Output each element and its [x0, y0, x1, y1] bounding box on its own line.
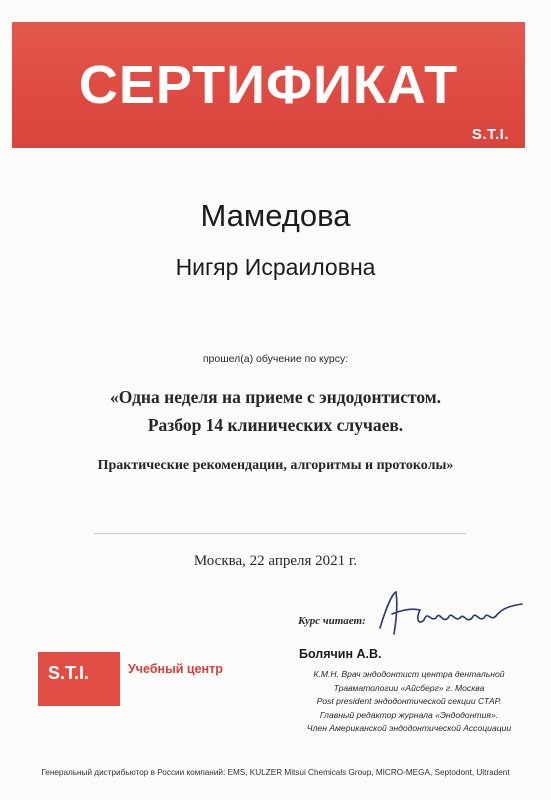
signature-icon: [372, 588, 532, 640]
certificate-title: СЕРТИФИКАТ: [78, 55, 459, 115]
sti-logo: S.T.I.: [471, 126, 509, 143]
header-banner: [12, 22, 525, 148]
course-title-line-2: Разбор 14 клинических случаев.: [147, 415, 404, 435]
recipient-last-name: Мамедова: [200, 198, 351, 233]
lecturer-name: Болячин А.В.: [299, 647, 382, 661]
divider: [94, 533, 466, 534]
footer-distributors: Генеральный дистрибьютор в России компаний: EMS, KULZER Mitsui Chemicals Group, MICRO-MEGA, Septodont, Ultradent: [41, 768, 510, 777]
lecturer-credential-line: Post president эндодонтической секции СТАР.: [316, 696, 502, 707]
lecturer-credential-line: Главный редактор журнала «Эндодонтия».: [319, 709, 499, 720]
course-intro: прошел(а) обучение по курсу:: [202, 353, 349, 365]
education-center-logo-text: S.T.I.: [48, 663, 90, 683]
education-center-label: Учебный центр: [128, 662, 223, 676]
lecturer-credential-line: Травматологии «Айсберг» г. Москва: [333, 682, 485, 693]
lecturer-label: Курс читает:: [298, 615, 366, 627]
lecturer-credentials: [274, 668, 544, 736]
education-center-logo: [38, 652, 120, 706]
course-title-line-1: «Одна неделя на приеме с эндодонтистом.: [109, 387, 442, 407]
recipient-first-names: Нигяр Исраиловна: [175, 254, 376, 280]
lecturer-credential-line: К.М.Н. Врач эндодонтист центра дентальной: [313, 669, 505, 679]
date-line: Москва, 22 апреля 2021 г.: [193, 553, 358, 569]
lecturer-credential-line: Член Американской эндодонтической Ассоциации: [306, 723, 512, 734]
course-title-line-3: Практические рекомендации, алгоритмы и протоколы»: [97, 458, 454, 473]
